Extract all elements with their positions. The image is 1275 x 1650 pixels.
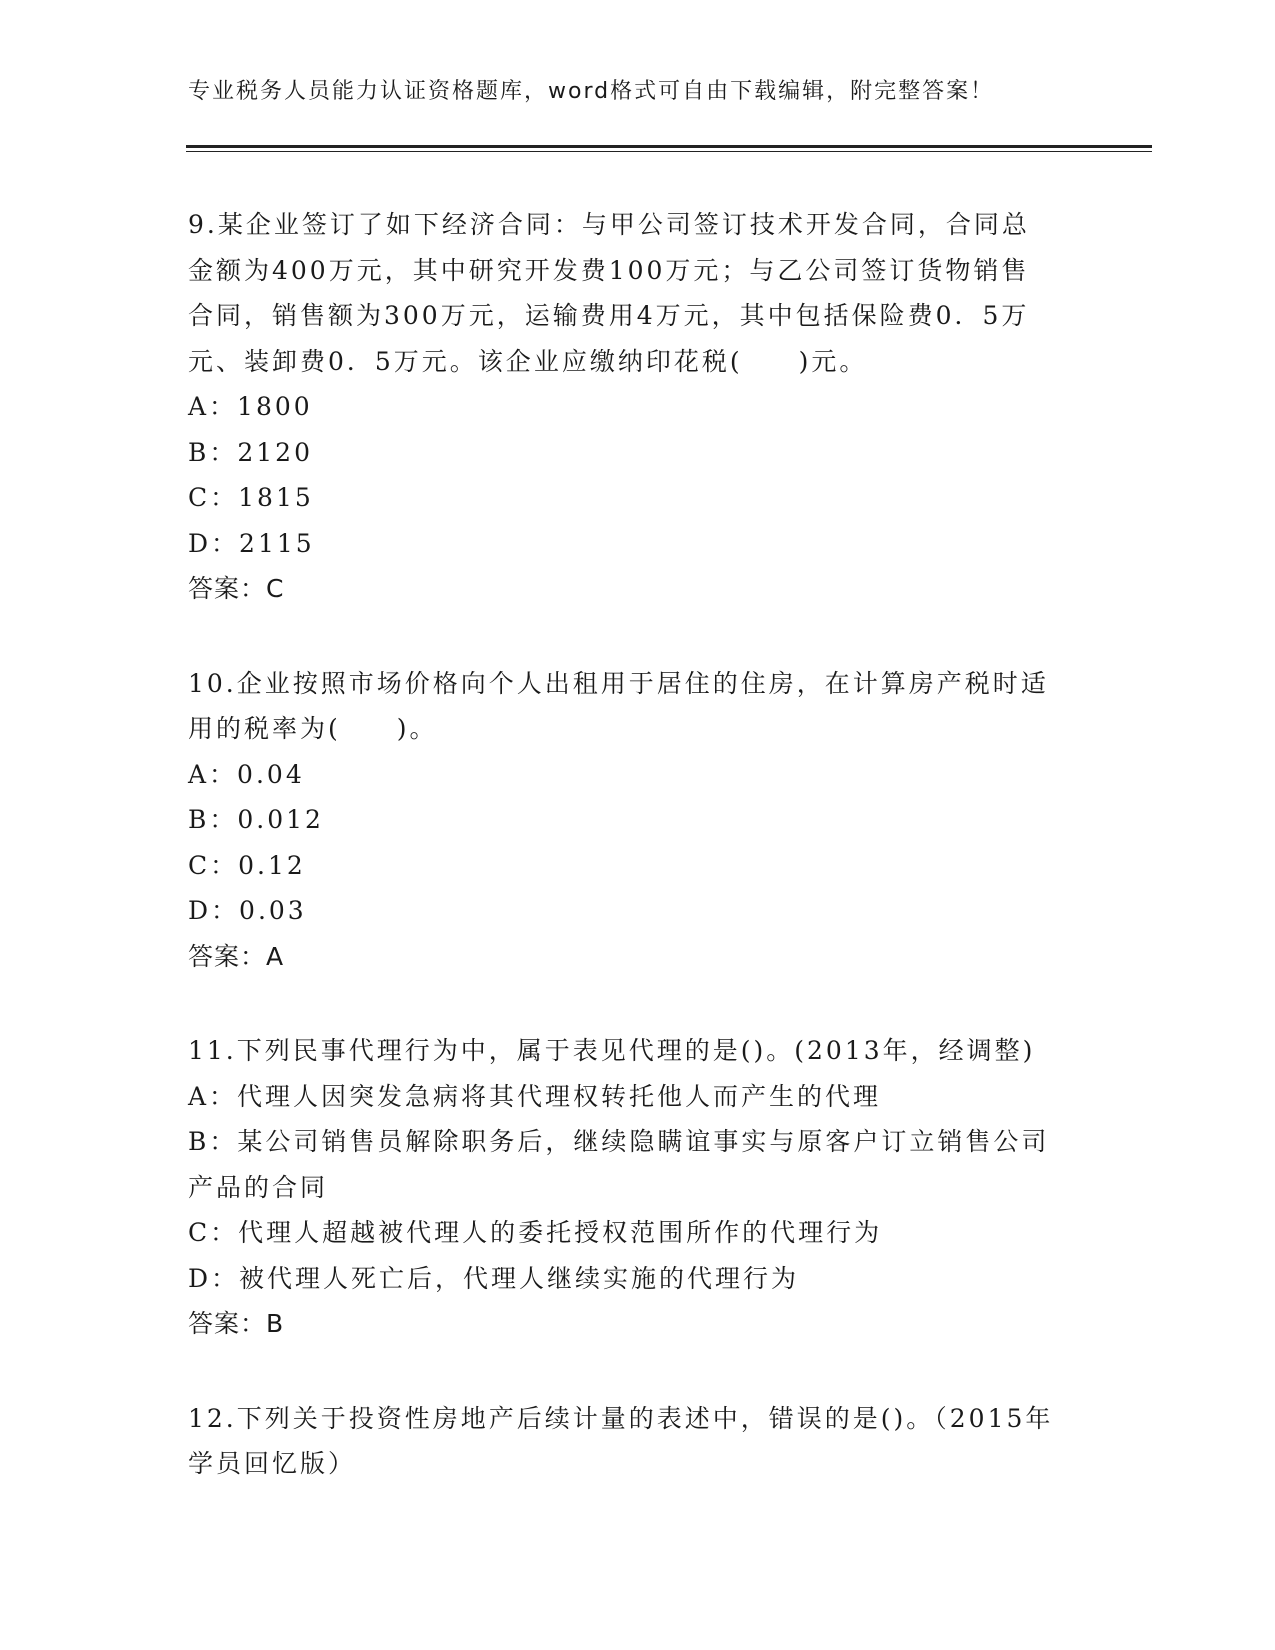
answer-option — [188, 1074, 1088, 1120]
answer-option-line: D：被代理人死亡后，代理人继续实施的代理行为 — [188, 1263, 800, 1293]
answer-option — [188, 752, 1088, 798]
answer-key: 答案：B — [188, 1309, 285, 1338]
question-stem-line: 12.下列关于投资性房地产后续计量的表述中，错误的是()。（2015年 — [188, 1403, 1054, 1433]
answer-option — [188, 521, 1088, 567]
answer-option-line: 产品的合同 — [188, 1172, 329, 1202]
question-stem — [188, 1028, 1088, 1074]
question-stem-line: 11.下列民事代理行为中，属于表见代理的是()。(2013年，经调整) — [188, 1036, 1036, 1065]
answer-option — [188, 797, 1088, 843]
header-rule-thick — [186, 145, 1152, 148]
answer-option-line: D：0.03 — [188, 896, 307, 925]
question-stem — [188, 202, 1088, 384]
answer-option-line: C：代理人超越被代理人的委托授权范围所作的代理行为 — [188, 1218, 883, 1247]
answer-key: 答案：C — [188, 574, 285, 603]
answer-option-line: C：1815 — [188, 483, 314, 512]
answer-option-line: A：1800 — [188, 392, 313, 421]
question-block — [188, 1028, 1088, 1347]
question-stem-line: 元、装卸费0．5万元。该企业应缴纳印花税( )元。 — [188, 346, 868, 376]
answer-option-line: B：2120 — [188, 437, 313, 467]
answer-option-line: A：0.04 — [188, 759, 305, 789]
header-rule-thin — [186, 151, 1152, 152]
question-list — [188, 202, 1088, 1536]
page-header: 专业税务人员能力认证资格题库，word格式可自由下载编辑，附完整答案！ — [188, 79, 995, 104]
question-stem-line: 用的税率为( )。 — [188, 714, 438, 743]
question-block — [188, 661, 1088, 980]
answer-option — [188, 1210, 1088, 1256]
answer-option — [188, 384, 1088, 430]
question-stem — [188, 661, 1088, 752]
answer-key: 答案：A — [188, 941, 285, 971]
answer-option — [188, 888, 1088, 934]
question-block — [188, 1396, 1088, 1487]
question-stem-line: 学员回忆版） — [188, 1449, 357, 1478]
question-stem — [188, 1396, 1088, 1487]
answer-option — [188, 430, 1088, 476]
answer-option-line: B：某公司销售员解除职务后，继续隐瞒谊事实与原客户订立销售公司 — [188, 1127, 1050, 1156]
answer-option-line: C：0.12 — [188, 850, 306, 880]
question-stem-line: 合同，销售额为300万元，运输费用4万元，其中包括保险费0．5万 — [188, 301, 1030, 330]
question-stem-line: 9.某企业签订了如下经济合同：与甲公司签订技术开发合同，合同总 — [188, 210, 1030, 239]
question-stem-line: 金额为400万元，其中研究开发费100万元；与乙公司签订货物销售 — [188, 255, 1030, 285]
answer-option — [188, 843, 1088, 889]
answer-option — [188, 475, 1088, 521]
answer-option — [188, 1256, 1088, 1302]
answer-option-line: A：代理人因突发急病将其代理权转托他人而产生的代理 — [188, 1081, 882, 1111]
question-stem-line: 10.企业按照市场价格向个人出租用于居住的住房，在计算房产税时适 — [188, 668, 1049, 698]
question-block — [188, 202, 1088, 612]
answer-option — [188, 1119, 1088, 1210]
answer-option-line: B：0.012 — [188, 805, 324, 834]
answer-option-line: D：2115 — [188, 528, 315, 558]
